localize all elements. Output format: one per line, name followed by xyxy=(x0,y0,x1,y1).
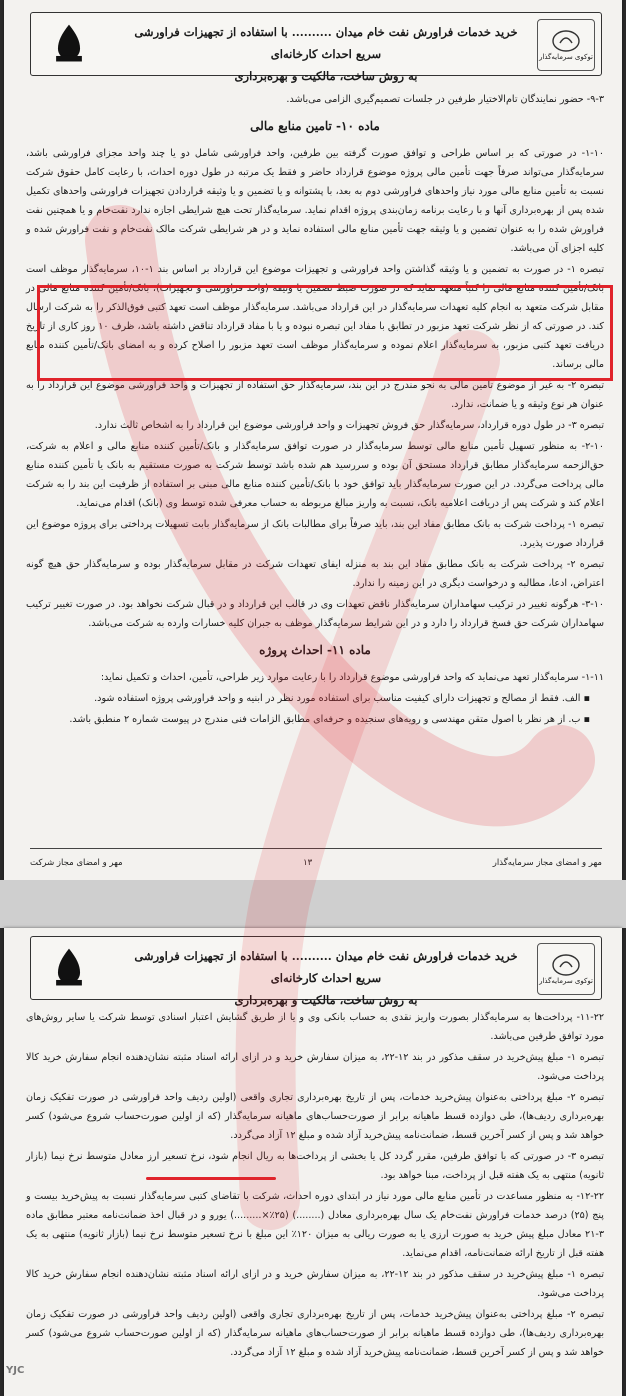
note-22-12-1: تبصره ۱- مبلغ پیش‌خرید در سقف مذکور در بند ۱۲-۲۲، به میزان سفارش خرید و در ازای ارائه اسناد مثبته نشان‌دهنده انجام سفارش خرید کالا پرداخت می‌شود. xyxy=(26,1269,604,1299)
footer-page-number: ۱۳ xyxy=(303,858,313,868)
oil-company-logo-icon xyxy=(41,21,97,67)
clause-11-list xyxy=(26,689,604,729)
clause-22-11: ۱۱-۲۲- پرداخت‌ها به سرمایه‌گذار بصورت واریز نقدی به حساب بانکی وی و یا از طریق گشایش اعتبار اسنادی توسط شرکت یا سایر روش‌های مورد توافق طرفین می‌باشد. xyxy=(26,1012,604,1042)
header-title-line1: خرید خدمات فراورش نفت خام میدان .......... با استفاده از تجهیزات فراورشی سریع احداث کارخانه‌ای xyxy=(134,949,518,985)
investor-logo-text: توکوی سرمایه‌گذار xyxy=(539,53,593,61)
page-header xyxy=(30,936,602,1007)
note-22-12-2: تبصره ۲- مبلغ پرداختی به‌عنوان پیش‌خرید خدمات، پس از تاریخ بهره‌برداری تجاری واقعی (اولین ردیف واحد فراورشی در صورت تفکیک زمان بهره‌برداری ردیف‌ها)، طی دوازده قسط ماهیانه برابر از صورت‌حساب‌های ماهیانه سرمایه‌گذار (که از اولین صورت‌حساب شروع می‌شود) کسر خواهد شد و پس از کسر آخرین قسط، ضمانت‌نامه پیش‌خرید آزاد شده و مبلغ ۱۲ آزاد می‌گردد. xyxy=(26,1309,604,1358)
note-22-3: تبصره ۳- در صورتی که با توافق طرفین، مقرر گردد کل یا بخشی از پرداخت‌ها به ریال انجام شود، نرخ تسعیر ارز معادل متوسط نرخ نیما (بازار ثانویه) منتهی به یک هفته قبل از پرداخت، مبنا خواهد بود. xyxy=(26,1151,604,1181)
investor-logo xyxy=(537,19,595,71)
investor-logo xyxy=(537,943,595,995)
note-10-2: تبصره ۲- به غیر از موضوع تأمین مالی به نحو مندرج در این بند، سرمایه‌گذار حق استفاده از تجهیزات و واحد فراورشی موضوع این قرارداد را به عنوان هر نوع وثیقه و یا ضمانت، ندارد. xyxy=(26,380,604,410)
list-item: ▪ الف. فقط از مصالح و تجهیزات دارای کیفیت مناسب برای استفاده مورد نظر در ابنیه و واحد فراورشی پروژه استفاده شود. xyxy=(26,689,590,708)
company-logo xyxy=(39,19,99,69)
article10-title: ماده ۱۰- تامین منابع مالی xyxy=(250,119,380,133)
company-logo xyxy=(39,943,99,993)
page-footer xyxy=(30,848,602,875)
clause-11-1: ۱-۱۱- سرمایه‌گذار تعهد می‌نماید که واحد فراورشی موضوع قرارداد را با رعایت موارد زیر طراحی، تأمین، احداث و تکمیل نماید: xyxy=(100,672,604,683)
red-underline-mark xyxy=(146,1177,276,1180)
article11-title: ماده ۱۱- احداث پروژه xyxy=(259,643,371,657)
header-title-line2: به روش ساخت، مالکیت و بهره‌برداری xyxy=(234,993,418,1007)
header-title xyxy=(121,945,531,1011)
intro-paragraph: ۹-۳- حضور نمایندگان تام‌الاختیار طرفین در جلسات تصمیم‌گیری الزامی می‌باشد. xyxy=(286,94,604,105)
oil-company-logo-icon xyxy=(41,945,97,991)
page1-body xyxy=(26,90,604,731)
note-10-2-2: تبصره ۲- پرداخت شرکت به بانک مطابق مفاد این بند به منزله ایفای تعهدات شرکت در مقابل سرمایه‌گذار بوده و سرمایه‌گذار حق هیچ گونه اعتراض، ادعا، مطالبه و درخواست دیگری در این زمینه را ندارد. xyxy=(26,559,604,589)
corner-watermark-text: YJC xyxy=(6,1365,25,1376)
note-22-2: تبصره ۲- مبلغ پرداختی به‌عنوان پیش‌خرید خدمات، پس از تاریخ بهره‌برداری تجاری واقعی (اولین ردیف واحد فراورشی در صورت تفکیک زمان بهره‌برداری ردیف‌ها)، طی دوازده قسط ماهیانه برابر از صورت‌حساب‌های ماهیانه سرمایه‌گذار (که از اولین صورت‌حساب شروع می‌شود) کسر خواهد شد و پس از کسر آخرین قسط، ضمانت‌نامه پیش‌خرید آزاد شده و مبلغ ۱۲ آزاد می‌گردد. xyxy=(26,1092,604,1141)
note-10-2-1: تبصره ۱- پرداخت شرکت به بانک مطابق مفاد این بند، باید صرفاً برای مطالبات بانک از سرمایه‌گذار بابت تسهیلات پرداختی برای پروژه موضوع این قرارداد صورت پذیرد. xyxy=(26,519,604,549)
investor-logo-text: توکوی سرمایه‌گذار xyxy=(539,977,593,985)
page-header xyxy=(30,12,602,83)
header-title xyxy=(121,21,531,87)
list-item: ▪ ب. از هر نظر با اصول متقن مهندسی و رویه‌های سنجیده و حرفه‌ای مطابق الزامات فنی مندرج در پیوست شماره ۲ منطبق باشد. xyxy=(26,710,590,729)
emblem-icon xyxy=(551,953,581,977)
document-page-2 xyxy=(4,928,622,1396)
note-10-1: تبصره ۱- در صورت به تضمین و یا وثیقه گذاشتن واحد فراورشی و تجهیزات موضوع این قرارداد بر اساس بند ۱-۱۰، سرمایه‌گذار موظف است بانک/تأمین کننده منابع مالی را کتباً متعهد نماید که در صورت ضبط تضمین یا وثیقه (واحد فراورشی و تجهیزات)، بانک/تأمین کننده منابع مالی در مقابل شرکت متعهد به انجام کلیه تعهدات سرمایه‌گذار در این قرارداد می‌باشد. سرمایه‌گذار موظف است تعهد کتبی فوق‌الذکر را به شرکت ارسال کند. در صورتی که از نظر شرکت تعهد مزبور در تطابق با مفاد این تبصره نبوده و یا با مفاد قرارداد تناقض داشته باشد، ظرف ۱۰ روز کاری از تاریخ دریافت تعهد کتبی مزبور، به سرمایه‌گذار اعلام نموده و سرمایه‌گذار موظف است تعهد مزبور را اصلاح کرده و به امضای بانک/تأمین کننده منابع مالی برساند. xyxy=(26,264,604,370)
emblem-icon xyxy=(551,29,581,53)
page-gap xyxy=(0,880,626,928)
clause-22-12: ۱۲-۲۲- به منظور مساعدت در تأمین منابع مالی مورد نیاز در ابتدای دوره احداث، شرکت با تقاضای کتبی سرمایه‌گذار نسبت به پیش‌خرید بیست و پنج (۲۵) درصد خدمات فراورش نفت‌خام یک سال بهره‌برداری معادل (........) (۲۵٪×.........) یورو و در قبال اخذ ضمانت‌نامه معتبر مطابق ماده ۳-۲۱ معادل مبلغ پیش خرید به صورت ارزی یا به صورت ریالی به میزان ۱۲۰٪ این مبلغ با نرخ تسعیر متوسط نرخ نیما (بازار ثانویه) منتهی به یک هفته قبل از تاریخ ارائه ضمانت‌نامه، اقدام می‌نماید. xyxy=(26,1191,604,1259)
footer-company-signature: مهر و امضای مجاز شرکت xyxy=(30,858,123,868)
header-title-line1: خرید خدمات فراورش نفت خام میدان .......... با استفاده از تجهیزات فراورشی سریع احداث کارخانه‌ای xyxy=(134,25,518,61)
clause-10-2: ۲-۱۰- به منظور تسهیل تأمین منابع مالی توسط سرمایه‌گذار در صورت توافق سرمایه‌گذار و بانک/تأمین کننده منابع مالی و اعلام به شرکت، حق‌الزحمه سرمایه‌گذار مطابق قرارداد مستحق آن بوده و سررسید هم شده باشد توسط شرکت به صورت مستقیم به بانک یا تأمین کننده منابع مالی پرداخت می‌گردد. در این صورت سرمایه‌گذار باید توافق خود با بانک/تأمین کننده منابع مالی مبنی بر استفاده از ظرفیت این بند را به شرکت اعلام کند و شرکت پس از دریافت اعلامیه بانک، نسبت به واریز مبالغ مربوطه به حساب معرفی شده توسط وی (بانک) اقدام می‌نماید. xyxy=(26,441,604,509)
note-22-1: تبصره ۱- مبلغ پیش‌خرید در سقف مذکور در بند ۱۲-۲۲، به میزان سفارش خرید و در ازای ارائه اسناد مثبته نشان‌دهنده انجام سفارش خرید کالا پرداخت می‌شود. xyxy=(26,1052,604,1082)
page2-body xyxy=(26,1008,604,1364)
document-page-1 xyxy=(4,0,622,880)
clause-10-1: ۱-۱۰- در صورتی که بر اساس طراحی و توافق صورت گرفته بین طرفین، واحد فراورشی شامل دو یا چند واحد مجزای فراورشی باشد، سرمایه‌گذار می‌تواند صرفاً جهت تأمین مالی پروژه موضوع قرارداد حاضر و فقط یک مرتبه در طول دوره احداث، با رعایت کامل حقوق شرکت نسبت به تأمین منابع مالی مورد نیاز واحدهای فراورشی دوم به بعد، با پشتوانه و یا تضمین و یا وثیقه قراردادن تجهیزات فراورشی واحدهای تکمیل شده پس از بهره‌برداری آنها و با رعایت برنامه زمان‌بندی پروژه اقدام نماید. سرمایه‌گذار تحت هیچ شرایطی اجازه ندارد نفت‌خام و یا همچنین نفت فراورش شده را به عنوان تضمین و یا وثیقه جهت تأمین منابع مالی استفاده نماید و در هر شرایطی شرکت مالک نفت‌خام و نفت فراورش شده و کلیه اجزای آن می‌باشد. xyxy=(26,148,604,254)
note-10-3: تبصره ۳- در طول دوره قرارداد، سرمایه‌گذار حق فروش تجهیزات و واحد فراورشی موضوع این قرارداد را به اشخاص ثالث ندارد. xyxy=(94,420,604,431)
clause-10-3: ۳-۱۰- هرگونه تغییر در ترکیب سهامداران سرمایه‌گذار ناقض تعهدات وی در قالب این قرارداد و در قبال شرکت نخواهد بود. در صورت تغییر ترکیب سهامداران شرکت حق فسخ قرارداد را دارد و در این شرایط سرمایه‌گذار موظف به جبران کلیه خسارات وارده به شرکت می‌باشد. xyxy=(26,599,604,629)
header-title-line2: به روش ساخت، مالکیت و بهره‌برداری xyxy=(234,69,418,83)
footer-investor-signature: مهر و امضای مجاز سرمایه‌گذار xyxy=(492,858,602,868)
